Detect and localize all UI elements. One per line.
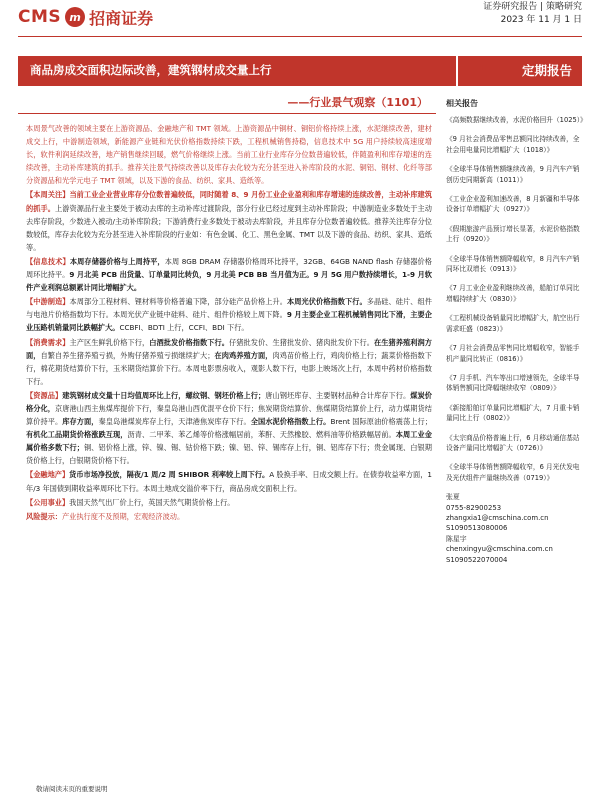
subtitle-divider [18, 113, 436, 114]
focus-tag: 【本周关注】 [26, 190, 70, 200]
consumption-tag: 【消费需求】 [26, 337, 70, 347]
resources-bold-3: 库存方面， [62, 417, 99, 427]
manufacturing-tag: 【中游制造】 [26, 297, 70, 307]
page-header [0, 0, 600, 40]
authors-block [446, 492, 586, 565]
consumption-bold-3: 在肉鸡养殖方面， [214, 350, 273, 360]
related-report-item[interactable] [446, 283, 586, 304]
related-report-item[interactable] [446, 313, 586, 334]
resources-bold-1: 建筑钢材成交量十日均值周环比上行，螺纹钢、钢坯价格上行； [62, 390, 266, 400]
risk-tag: 风险提示： [26, 511, 62, 521]
related-report-item[interactable] [446, 115, 586, 125]
it-bold-2: 9 月北美 PCB 出货量、订单量同比转负，9 月北美 PCB BB 当月值为正。9 月 5G 用户数持续增长，1-9 月软件产业利润总额累计同比增幅扩大。 [26, 270, 432, 293]
consumption-text-4: 肉鸡苗价格上行，鸡肉价格上行；蔬菜价格指数下行，棉花期货结算价下行，玉米期货结算价下行。本周电影票房收入，观影人数下行，电影上映场次上行，本周中药材价格指数下行。 [26, 350, 432, 386]
related-report-text: 《工程机械设备销量同比增幅扩大，航空出行需求旺盛（0823）》 [446, 314, 580, 333]
author-email[interactable]: zhangxia1@cmschina.com.cn [446, 513, 549, 522]
related-report-text: 《全球半导体销售额继续改善，9 月汽车产销创历史同期新高（1011）》 [446, 165, 580, 184]
related-report-text: 《工业企业盈利加速改善，8 月新疆和半导体设备订单增幅扩大（0927）》 [446, 195, 580, 214]
related-report-item[interactable] [446, 194, 586, 215]
related-report-item[interactable] [446, 343, 586, 364]
author-cert: S1090513080006 [446, 524, 508, 533]
manufacturing-text-1: 本周部分工程材料、锂材料等价格普遍下降，部分硅产品价格上升。 [69, 297, 288, 307]
utilities-text: 我国天然气出厂价上行，英国天然气期货价格上行。 [69, 497, 235, 507]
consumption-bold-1: 白酒批发价格指数下行。 [149, 337, 229, 347]
report-type: 定期报告 [521, 63, 572, 78]
related-report-item[interactable] [446, 433, 586, 454]
sidebar [446, 98, 586, 565]
logo-chinese-text: 招商证券 [89, 8, 154, 28]
it-tag: 【信息技术】 [26, 256, 70, 266]
author-name: 陈星宇 [446, 534, 467, 543]
banner-separator [456, 56, 458, 86]
consumption-text-2: 仔猪批发价、生猪批发价、猪肉批发价下行。 [229, 337, 374, 347]
it-bold-1: 本周存储器价格与上周持平， [69, 256, 165, 266]
related-report-text: 《7 月手机、汽车等出口增速领先，全球半导体销售额同比降幅继续收窄（0809）》 [446, 373, 580, 393]
summary-text: 本周景气改善的领域主要在上游资源品、金融地产和 TMT 领域。上游资源品中铜材、铜铝价格持续上涨，水泥继续改善，建材成交上行，中游制造领域，新能源产业链和光伏价格指数持续下跌，工程机械销售持稳，信息技术中 5G 用户持续较高速度增长，软件利润延续改善，地产销售继续回暖，燃气价格继续上涨。当前工业行业库存分位数普遍较低，伴随盈利和库存增速的连续改善，主动补库建筑的抓手。推荐关注景气持续改善以及库存去化较为充分甚至进入补库阶段的水泥、铜铝、钢材、化纤等部分资源品和光学元电子 TMT 领域，以及下游的食品、纺织、家具、造纸等。 [26, 124, 432, 186]
consumption-paragraph [26, 336, 432, 388]
author-cert: S1090522070004 [446, 555, 508, 564]
report-body [26, 122, 432, 524]
resources-text-5: 沥青、二甲苯、苯乙烯等价格涨幅居前，苯酐、天然橡胶、燃料油等价格跌幅居前。 [127, 430, 396, 440]
resources-paragraph [26, 389, 432, 468]
related-report-item[interactable] [446, 462, 586, 483]
header-divider [18, 36, 582, 37]
related-report-text: 《太宗商品价格普遍上行，6 月移动通信基站设备产量同比增幅扩大（0726）》 [446, 433, 580, 452]
report-subtitle: ——行业景气观察（1101） [287, 96, 428, 109]
consumption-text-1: 主产区生鲜乳价格下行， [69, 337, 150, 347]
logo-cms-text: CMS [18, 7, 62, 27]
footer-note: 敬请阅读末页的重要说明 [36, 785, 108, 793]
related-report-text: 《全球半导体销售额降幅收窄，8 月汽车产销同环比双增长（0913）》 [446, 254, 580, 274]
related-report-item[interactable] [446, 254, 586, 275]
manufacturing-text-3: CCBFI、BDTI 上行，CCFI、BDI 下行。 [119, 323, 249, 333]
finance-tag: 【金融地产】 [26, 470, 70, 480]
header-meta [483, 1, 582, 27]
related-report-item[interactable] [446, 224, 586, 245]
related-report-item[interactable] [446, 373, 586, 394]
consumption-text-3: 自繁自养生猪养殖亏损，外购仔猪养殖亏损继续扩大； [40, 350, 215, 360]
manufacturing-paragraph [26, 295, 432, 334]
focus-text: 上游资源品行业主要处于被动去库的主动补库过渡阶段，部分行业已经过度到主动补库阶段；中游制造业多数处于主动去库存阶段，少数进入被动/主动补库阶段；下游消费行业多数处于被动去库阶段，并且库存分位数普遍较低。推荐关注库存分位数较低，库存去化较为充分甚至进入补库阶段的行业如：有色金属、化工、黑色金属、TMT 以及下游的食品、纺织、家具、造纸等。 [26, 203, 432, 252]
report-date: 2023 年 11 月 1 日 [500, 15, 582, 25]
related-reports-heading: 相关报告 [446, 99, 478, 108]
related-report-text: 《新接船舶订单量同比增幅扩大，7 月重卡销量同比上行（0802）》 [446, 403, 580, 423]
company-logo [18, 4, 153, 30]
related-report-item[interactable] [446, 164, 586, 185]
resources-bold-4: 全国水泥价格指数上行。 [250, 417, 331, 427]
logo-emblem-icon: m [65, 7, 85, 27]
utilities-tag: 【公用事业】 [26, 497, 70, 507]
resources-bold-6: 本周工业金属价格多数下行； [26, 430, 432, 453]
manufacturing-bold-2: 9 月主要企业工程机械销售同比下滑，主要企业压路机销量同比跌幅扩大。 [26, 310, 432, 333]
title-banner [18, 56, 582, 86]
focus-paragraph [26, 188, 432, 253]
it-text-1: 本周 8GB DRAM 存储器价格周环比持平，32GB、64GB NAND flash 存储器价格周环比持平。 [26, 256, 432, 280]
utilities-paragraph [26, 496, 432, 509]
report-title: 商品房成交面积边际改善，建筑钢材成交量上行 [30, 63, 272, 77]
resources-bold-2: 煤炭价格分化， [26, 390, 432, 413]
report-category: 证券研究报告 | 策略研究 [483, 2, 582, 12]
summary-paragraph [26, 122, 432, 187]
resources-tag: 【资源品】 [26, 390, 63, 400]
author-name: 张夏 [446, 493, 460, 502]
related-report-text: 《高频数据继续改善，水泥价格回升（1025）》 [446, 116, 587, 124]
related-report-text: 《假期旅游产品预订增长显著，水泥价格指数上行（0920）》 [446, 224, 580, 244]
finance-bold-1: 货币市场净投放，隔夜/1 周/2 周 SHIBOR 利率较上周下行。 [69, 470, 270, 480]
manufacturing-text-2: 多晶硅、硅片、组件与电池片价格指数均下行。本周光伏产业链中硅料、硅片、组件价格较上周下降。 [26, 297, 432, 320]
finance-text-1: A 股换手率、日成交额上行。在债券收益率方面，1 年/3 年国债到期收益率周环比下行。本周土地成交溢价率下行，商品房成交面积上行。 [26, 470, 432, 493]
related-report-item[interactable] [446, 134, 586, 155]
related-report-item[interactable] [446, 403, 586, 424]
resources-text-2: 京唐港山西主焦煤库提价下行，秦皇岛港山西优混平仓价下行；焦炭期货结算价、焦煤期货结算价上行，动力煤期货结算价持平。 [26, 403, 432, 427]
related-report-text: 《9 月社会消费品零售总额同比持续改善，全社会用电量同比增幅扩大（1018）》 [446, 135, 580, 154]
consumption-bold-2: 在生猪养殖利润方面， [26, 337, 432, 360]
resources-text-1: 唐山钢坯库存、主要钢材品种合计库存下行。 [265, 390, 411, 400]
resources-text-3: 秦皇岛港煤炭库存上行，天津港焦炭库存下行。 [98, 417, 251, 427]
risk-paragraph [26, 510, 432, 523]
related-report-text: 《7 月社会消费品零售同比增幅收窄，智能手机产量同比转正（0816）》 [446, 344, 580, 363]
resources-text-6: 铜、铝价格上涨，锌、镍、锡、钴价格下跌；镍、铝、锌、锡库存上行，铜、铝库存下行；贵金属现、白银期货价格上行，白银期货价格下行。 [26, 443, 432, 466]
author-phone: 0755-82900253 [446, 503, 502, 512]
it-paragraph [26, 255, 432, 294]
manufacturing-bold-1: 本周光伏价格指数下行。 [287, 297, 367, 307]
resources-bold-5: 有机化工品期货价格涨跌互现， [26, 430, 128, 440]
related-report-text: 《全球半导体销售额降幅收窄，6 月光伏发电及光伏组件产量继续改善（0719）》 [446, 463, 580, 482]
author-email[interactable]: chenxingyu@cmschina.com.cn [446, 545, 553, 554]
finance-paragraph [26, 468, 432, 494]
resources-text-4: Brent 国际原油价格震荡上行； [330, 417, 432, 427]
related-report-text: 《7 月工业企业盈利继续改善，船舶订单同比增幅持续扩大（0830）》 [446, 284, 580, 303]
risk-text: 产业执行度不及预期，宏观经济波动。 [61, 511, 185, 521]
focus-bold: 当前工业企业营业库存分位数普遍较低，同时随着 8、9 月份工业企业盈利和库存增速的连续改善，主动补库建筑的抓手。 [26, 190, 432, 213]
